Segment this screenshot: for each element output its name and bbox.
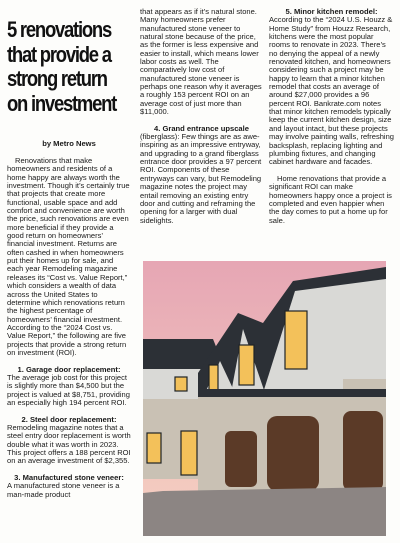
photo-left-window	[175, 377, 187, 391]
body-paragraph: Remodeling magazine notes that a steel entry door replacement is worth double what it was worth in 2023. This project offers a 188 percent ROI on an average investment of $2,355.	[7, 422, 131, 466]
photo-entry-window-left	[147, 433, 161, 463]
article-column-3	[269, 8, 394, 233]
photo-garage-door-3	[343, 411, 383, 491]
house-photo	[143, 261, 386, 536]
body-paragraph: Home renovations that provide a significant ROI can make homeowners happy once a project is completed and even happier when the day comes to put a home up for sale.	[269, 173, 392, 225]
photo-garage-door-2	[267, 416, 319, 491]
body-paragraph: A manufactured stone veneer is a man-made product	[7, 481, 120, 499]
section-heading: 2. Steel door replacement:	[21, 414, 117, 424]
headline	[7, 17, 117, 116]
body-paragraph: The average job cost for this project is slightly more than $4,500 but the project is valued at $8,751, providing an especially high 194 percent ROI.	[7, 372, 130, 407]
headline-line-3: strong return	[7, 66, 107, 92]
body-paragraph: that appears as if it’s natural stone. Many homeowners prefer manufactured stone veneer to natural stone because of the price, as the former is less expensive and easier to install, which means lower labor costs as well. The comparatively low cost of manufactured stone veneer is perhaps one reason why it averages a roughly 153 percent ROI on an average cost of just more than $11,000.	[140, 7, 262, 117]
photo-upper-window-3	[285, 311, 307, 369]
photo-roof-band	[198, 389, 386, 397]
photo-upper-window-2	[239, 345, 254, 385]
body-paragraph: According to the “2024 U.S. Houzz & Home Study” from Houzz Research, kitchens were the most popular rooms to renovate in 2023. There’s no denying the appeal of a newly renovated kitchen, and homeowners considering such a project may be happy to learn that a minor kitchen remodel that costs an average of around $27,000 provides a 96 percent ROI. Bankrate.com notes that minor kitchen remodels typically keep the current kitchen design, size and layout intact, but these projects may involve painting walls, refreshing backsplash, replacing lighting and plumbing fixtures, and changing cabinet hardware and facades.	[269, 15, 395, 167]
photo-entry-door	[181, 431, 197, 475]
photo-left-wall	[143, 369, 205, 399]
article-column-1	[7, 157, 131, 507]
section-heading: 4. Grand entrance upscale	[154, 123, 249, 133]
article-column-2	[140, 8, 263, 233]
headline-line-4: on investment	[7, 90, 117, 116]
photo-garage-door-1	[225, 431, 257, 487]
byline: by Metro News	[42, 139, 96, 148]
section-heading: 1. Garage door replacement:	[17, 364, 121, 374]
body-paragraph: (fiberglass): Few things are as awe-inspiring as an impressive entryway, and upgrading to a grand fiberglass entrance door provides a 97 percent ROI. Components of these entryways can vary, but Remodeling magazine notes the project may entail removing an existing entry door and cutting and reframing the opening for a larger with dual sidelights.	[140, 132, 262, 225]
headline-line-2: that provide a	[7, 41, 111, 67]
section-heading: 3. Manufactured stone veneer:	[14, 472, 124, 482]
headline-line-1: 5 renovations	[7, 17, 111, 42]
photo-driveway	[143, 487, 386, 536]
body-paragraph: Renovations that make homeowners and residents of a home happy are always worth the investment. Though it’s certainly true that projects that create more functional, usable space and add comfort and convenience are worth the price, such renovations are even more beneficial if they provide a good return on homeowners’ financial investment. Returns are often cashed in when homeowners put their homes up for sale, and each year Remodeling magazine releases its “Cost vs. Value Report,” which considers a wealth of data across the United States to determine which renovations return the highest percentage of homeowners’ financial investment. According to the “2024 Cost vs. Value Report,” the following are five projects that provide a strong return on investment (ROI).	[7, 156, 130, 357]
section-heading: 5. Minor kitchen remodel:	[285, 7, 378, 16]
